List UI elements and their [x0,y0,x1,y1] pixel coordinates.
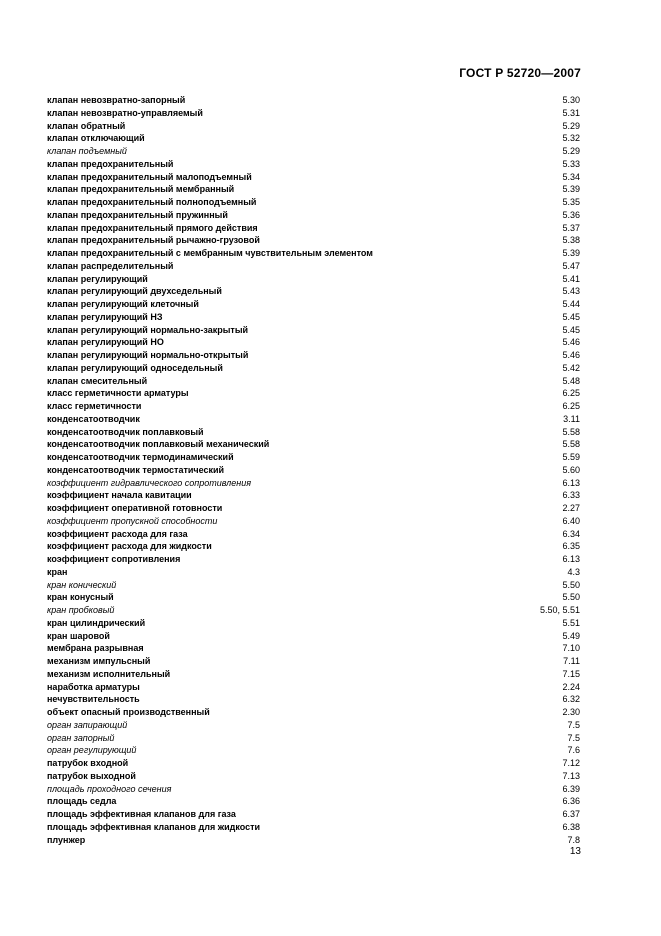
index-reference: 5.37 [562,222,580,233]
index-reference: 5.32 [562,133,580,144]
index-term: кран конусный [47,592,114,603]
index-entry [47,757,580,770]
index-entry [47,795,580,808]
index-term: коэффициент расхода для газа [47,528,188,539]
index-reference: 5.29 [562,120,580,131]
index-term: коэффициент сопротивления [47,554,181,564]
index-reference: 5.44 [562,299,580,309]
index-entry [47,642,580,655]
index-reference: 3.11 [563,413,580,424]
index-entry [47,413,580,426]
index-entry [47,553,580,566]
index-entry [47,464,580,477]
index-entry [47,693,580,706]
index-entry [47,502,580,515]
index-reference: 5.45 [562,324,580,335]
index-entry [47,158,580,171]
index-term: кран пробковый [47,605,115,615]
index-reference: 5.31 [562,107,580,118]
index-reference: 6.13 [562,477,580,488]
index-term: класс герметичности арматуры [47,388,189,399]
index-reference: 5.34 [562,171,580,182]
index-term: клапан невозвратно-управляемый [47,107,203,118]
index-entry [47,808,580,821]
index-term: площадь проходного сечения [47,783,172,794]
index-entry [47,719,580,732]
index-entry [47,655,580,668]
index-term: клапан предохранительный [47,158,174,169]
index-reference: 6.39 [562,783,580,794]
index-reference: 5.39 [562,248,580,258]
index-term: клапан регулирующий НО [47,337,164,348]
index-term: нечувствительность [47,694,140,705]
index-reference: 7.10 [562,643,580,654]
index-reference: 7.6 [567,745,580,756]
index-entry [47,744,580,757]
index-entry [47,94,580,107]
index-entry [47,681,580,694]
index-entry [47,209,580,222]
index-reference: 2.30 [562,707,580,717]
index-term: коэффициент оперативной готовности [47,503,223,513]
index-reference: 5.41 [562,273,580,284]
index-term: механизм исполнительный [47,668,171,679]
index-entry [47,387,580,400]
index-reference: 6.36 [562,796,580,807]
index-reference: 5.58 [562,439,580,450]
index-entry [47,247,580,260]
index-reference: 5.29 [562,146,580,156]
index-term: клапан регулирующий нормально-открытый [47,350,249,360]
index-entry [47,540,580,553]
index-term: клапан распределительный [47,260,174,271]
index-entry [47,426,580,439]
index-entry [47,451,580,464]
index-term: коэффициент расхода для жидкости [47,541,212,552]
index-entry [47,120,580,133]
index-entry [47,489,580,502]
index-entry [47,107,580,120]
index-entry [47,783,580,796]
index-entry [47,349,580,362]
index-reference: 5.59 [562,452,580,462]
index-reference: 5.46 [562,350,580,360]
index-term: клапан регулирующий односедельный [47,362,223,373]
index-reference: 5.39 [562,184,580,195]
index-reference: 5.35 [562,197,580,207]
index-term: коэффициент гидравлического сопротивления [47,477,252,488]
index-term: клапан регулирующий нормально-закрытый [47,324,249,335]
index-reference: 2.27 [562,503,580,513]
index-reference: 5.50 [562,579,580,590]
index-reference: 6.33 [562,490,580,501]
index-entry [47,566,580,579]
index-entry [47,834,580,847]
index-term: клапан регулирующий клеточный [47,299,199,309]
index-term: орган регулирующий [47,745,137,756]
term-index-list [47,94,580,846]
index-entry [47,362,580,375]
index-entry [47,400,580,413]
index-reference: 5.33 [562,158,580,169]
index-entry [47,285,580,298]
index-reference: 7.15 [562,668,580,679]
index-entry [47,668,580,681]
index-term: коэффициент пропускной способности [47,515,218,526]
index-reference: 6.32 [562,694,580,705]
index-term: коэффициент начала кавитации [47,490,192,501]
index-reference: 5.48 [562,375,580,386]
index-entry [47,260,580,273]
index-term: клапан предохранительный полноподъемный [47,197,257,207]
index-entry [47,324,580,337]
index-term: кран цилиндрический [47,617,146,628]
index-reference: 6.38 [562,821,580,832]
index-term: клапан предохранительный рычажно-грузовой [47,235,260,246]
index-reference: 5.60 [562,464,580,475]
index-term: клапан предохранительный малоподъемный [47,171,252,182]
index-reference: 5.45 [562,311,580,322]
index-reference: 5.58 [562,426,580,437]
index-reference: 6.13 [562,554,580,564]
index-reference: 7.8 [567,834,580,845]
index-term: кран шаровой [47,630,110,641]
index-entry [47,196,580,209]
index-entry [47,298,580,311]
index-reference: 7.12 [562,758,580,768]
index-term: конденсатоотводчик термодинамический [47,452,234,462]
index-entry [47,604,580,617]
index-entry [47,821,580,834]
index-entry [47,515,580,528]
index-entry [47,375,580,388]
index-entry [47,732,580,745]
index-reference: 6.35 [562,541,580,552]
index-term: площадь эффективная клапанов для жидкости [47,821,261,832]
index-term: площадь седла [47,796,117,807]
index-term: патрубок входной [47,758,129,768]
index-entry [47,132,580,145]
index-reference: 5.50, 5.51 [539,605,580,615]
index-entry [47,528,580,541]
index-term: клапан предохранительный с мембранным чувствительным элементом [47,248,373,258]
index-term: конденсатоотводчик поплавковый механический [47,439,270,450]
index-term: класс герметичности [47,401,142,411]
index-reference: 5.43 [562,286,580,297]
index-reference: 5.49 [562,630,580,641]
index-entry [47,706,580,719]
index-term: кран [47,566,68,577]
index-entry [47,336,580,349]
index-entry [47,438,580,451]
index-term: мембрана разрывная [47,643,144,654]
index-term: клапан невозвратно-запорный [47,95,186,105]
index-reference: 6.25 [562,388,580,399]
index-term: механизм импульсный [47,656,151,666]
index-entry [47,183,580,196]
index-term: клапан предохранительный прямого действия [47,222,258,233]
index-term: клапан обратный [47,120,126,131]
index-term: конденсатоотводчик поплавковый [47,426,204,437]
index-term: наработка арматуры [47,681,140,692]
index-reference: 4.3 [567,566,580,577]
index-term: площадь эффективная клапанов для газа [47,809,236,819]
index-term: плунжер [47,834,86,845]
document-header: ГОСТ Р 52720—2007 [459,66,581,80]
index-term: клапан предохранительный мембранный [47,184,235,195]
index-term: конденсатоотводчик термостатический [47,464,225,475]
index-reference: 5.46 [562,337,580,348]
index-reference: 5.36 [562,209,580,220]
index-entry [47,770,580,783]
index-term: орган запорный [47,732,115,743]
index-entry [47,477,580,490]
index-reference: 5.47 [562,260,580,271]
index-reference: 5.51 [562,617,580,628]
index-reference: 6.25 [562,401,580,411]
index-entry [47,273,580,286]
index-term: клапан отключающий [47,133,145,144]
index-entry [47,145,580,158]
index-reference: 7.11 [563,656,580,666]
index-entry [47,234,580,247]
index-entry [47,171,580,184]
index-reference: 5.50 [562,592,580,603]
index-term: клапан подъемный [47,146,127,156]
index-term: объект опасный производственный [47,707,210,717]
index-reference: 5.30 [562,95,580,105]
index-term: клапан смесительный [47,375,148,386]
index-term: конденсатоотводчик [47,413,140,424]
index-entry [47,579,580,592]
index-reference: 6.40 [562,515,580,526]
index-reference: 7.5 [567,719,580,730]
index-reference: 7.5 [567,732,580,743]
index-reference: 2.24 [562,681,580,692]
index-term: патрубок выходной [47,770,136,781]
index-reference: 5.42 [562,362,580,373]
index-entry [47,617,580,630]
index-term: клапан регулирующий двухседельный [47,286,222,297]
index-reference: 6.34 [562,528,580,539]
index-entry [47,311,580,324]
index-reference: 5.38 [562,235,580,246]
index-reference: 7.13 [562,770,580,781]
index-term: орган запирающий [47,719,128,730]
index-term: клапан регулирующий [47,273,148,284]
index-entry [47,630,580,643]
index-term: клапан предохранительный пружинный [47,209,228,220]
index-entry [47,222,580,235]
page-number: 13 [569,846,581,857]
index-term: клапан регулирующий НЗ [47,311,163,322]
index-reference: 6.37 [562,809,580,819]
index-entry [47,591,580,604]
index-term: кран конический [47,579,117,590]
